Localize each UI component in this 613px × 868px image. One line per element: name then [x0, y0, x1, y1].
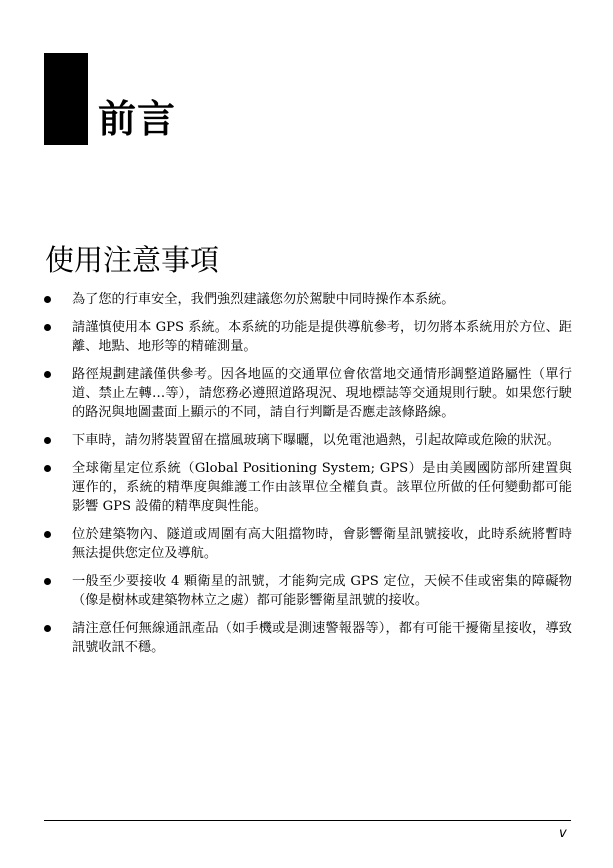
- bullet-icon: [44, 465, 51, 472]
- bullet-icon: [44, 324, 51, 331]
- list-item: [44, 318, 572, 356]
- page-number: v: [559, 826, 567, 841]
- bullet-icon: [44, 437, 51, 444]
- section-heading: 使用注意事項: [45, 243, 220, 277]
- note-text: 為了您的行車安全，我們強烈建議您勿於駕駛中同時操作本系統。: [72, 292, 455, 307]
- note-text: 下車時，請勿將裝置留在擋風玻璃下曝曬，以免電池過熱，引起故障或危險的狀況。: [72, 433, 560, 448]
- note-text: 全球衛星定位系統（Global Positioning System; GPS）是由美國國防部所建置與運作的，系統的精準度與維護工作由該單位全權負責。該單位所做的任何變動都可能影響 GPS 設備的精準度與性能。: [72, 461, 572, 514]
- bullet-icon: [44, 371, 51, 378]
- bullet-icon: [44, 625, 51, 632]
- note-text: 路徑規劃建議僅供參考。因各地區的交通單位會依當地交通情形調整道路屬性（單行道、禁止左轉…等），請您務必遵照道路現況、現地標誌等交通規則行駛。如果您行駛的路況與地圖畫面上顯示的不同，請自行判斷是否應走該條路線。: [72, 367, 572, 420]
- list-item: [44, 290, 572, 309]
- list-item: [44, 525, 572, 563]
- note-text: 一般至少要接收 4 顆衛星的訊號，才能夠完成 GPS 定位，天候不佳或密集的障礙物（像是樹林或建築物林立之處）都可能影響衛星訊號的接收。: [72, 574, 572, 608]
- note-text: 請注意任何無線通訊產品（如手機或是測速警報器等），都有可能干擾衛星接收，導致訊號收訊不穩。: [72, 621, 572, 655]
- bullet-icon: [44, 578, 51, 585]
- chapter-title: 前言: [98, 97, 177, 141]
- note-text: 位於建築物內、隧道或周圍有高大阻擋物時，會影響衛星訊號接收，此時系統將暫時無法提供您定位及導航。: [72, 527, 572, 561]
- list-item: [44, 459, 572, 516]
- list-item: [44, 572, 572, 610]
- list-item: [44, 431, 572, 450]
- note-text: 請謹慎使用本 GPS 系統。本系統的功能是提供導航參考，切勿將本系統用於方位、距離、地點、地形等的精確測量。: [72, 320, 572, 354]
- chapter-marker-bar: [44, 53, 88, 145]
- list-item: [44, 365, 572, 422]
- list-item: [44, 619, 572, 657]
- footer-divider: [44, 820, 571, 821]
- usage-notes-list: [44, 290, 572, 666]
- bullet-icon: [44, 531, 51, 538]
- bullet-icon: [44, 296, 51, 303]
